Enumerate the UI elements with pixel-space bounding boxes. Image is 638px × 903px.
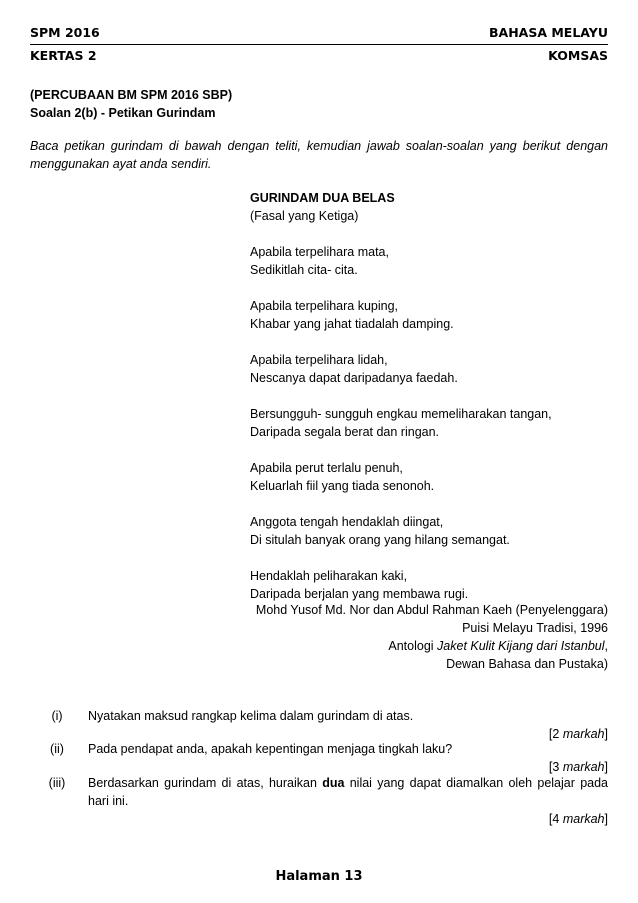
question-item (30, 707, 608, 743)
marks-word: markah (562, 727, 605, 741)
credit-editors: Mohd Yusof Md. Nor dan Abdul Rahman Kaeh (Penyelenggara) (255, 603, 608, 617)
poem-line: Apabila terpelihara mata, (250, 245, 389, 259)
question-text-emphasis: dua (322, 776, 345, 790)
exam-year: SPM 2016 (30, 25, 100, 40)
poem-line: Apabila terpelihara lidah, (250, 353, 388, 367)
poem-title: GURINDAM DUA BELAS (250, 191, 395, 205)
poem-stanza (250, 405, 608, 441)
credit-book: Puisi Melayu Tradisi, 1996 (462, 621, 608, 635)
poem-line: Apabila terpelihara kuping, (250, 299, 399, 313)
poem-subtitle: (Fasal yang Ketiga) (250, 209, 359, 223)
question-marks: [3 markah] (548, 760, 608, 774)
credit-publisher: Dewan Bahasa dan Pustaka) (446, 657, 608, 671)
document-page (30, 0, 608, 903)
page-number: Halaman 13 (275, 869, 363, 884)
marks-number: 3 (552, 760, 560, 774)
question-text-part: nilai yang dapat diamalkan oleh pelajar pada hari ini. (88, 776, 608, 808)
poem-line: Bersungguh- sungguh engkau memeliharakan tangan, (250, 407, 552, 421)
poem-stanza (250, 459, 608, 495)
credit-anthology (256, 637, 608, 655)
question-number: (ii) (50, 742, 64, 756)
header-bottom-row (30, 48, 608, 63)
poem-line: Khabar yang jahat tiadalah damping. (250, 317, 454, 331)
question-number: (iii) (48, 776, 66, 790)
credit-anthology-prefix: Antologi (388, 639, 438, 653)
header-divider (30, 44, 608, 45)
section-name: KOMSAS (548, 48, 608, 63)
intro-heading (30, 86, 232, 122)
poem-line: Anggota tengah hendaklah diingat, (250, 515, 444, 529)
poem-line: Daripada berjalan yang membawa rugi. (250, 587, 469, 601)
source-label: (PERCUBAAN BM SPM 2016 SBP) (30, 88, 233, 102)
question-text-part: Berdasarkan gurindam di atas, huraikan (88, 776, 323, 790)
instruction-text: Baca petikan gurindam di bawah dengan teliti, kemudian jawab soalan-soalan yang berikut dengan menggunakan ayat anda sendiri. (30, 139, 608, 171)
poem-line: Apabila perut terlalu penuh, (250, 461, 403, 475)
poem-line: Nescanya dapat daripadanya faedah. (250, 371, 458, 385)
poem-line: Keluarlah fiil yang tiada senonoh. (250, 479, 435, 493)
marks-number: 2 (552, 727, 560, 741)
question-item (30, 740, 608, 776)
question-marks: [4 markah] (548, 812, 608, 826)
question-text: Nyatakan maksud rangkap kelima dalam gurindam di atas. (88, 709, 414, 723)
paper-number: KERTAS 2 (30, 48, 97, 63)
poem-stanza (250, 297, 608, 333)
credit-anthology-suffix: , (604, 639, 608, 653)
poem-line: Di situlah banyak orang yang hilang semangat. (250, 533, 510, 547)
poem-stanza (250, 243, 608, 279)
question-item (30, 774, 608, 828)
credit-anthology-title: Jaket Kulit Kijang dari Istanbul (437, 639, 605, 653)
poem-stanza (250, 567, 608, 603)
poem-block (250, 189, 608, 603)
subject-name: BAHASA MELAYU (489, 25, 608, 40)
poem-line: Sedikitlah cita- cita. (250, 263, 358, 277)
poem-line: Hendaklah peliharakan kaki, (250, 569, 408, 583)
marks-word: markah (562, 812, 605, 826)
poem-stanza (250, 513, 608, 549)
header-top-row (30, 25, 608, 40)
poem-credits (256, 601, 608, 673)
question-text (88, 774, 608, 810)
question-label: Soalan 2(b) - Petikan Gurindam (30, 106, 216, 120)
marks-word: markah (562, 760, 605, 774)
question-text: Pada pendapat anda, apakah kepentingan menjaga tingkah laku? (88, 742, 453, 756)
question-number: (i) (51, 709, 63, 723)
question-marks: [2 markah] (548, 727, 608, 741)
marks-number: 4 (552, 812, 560, 826)
poem-stanza (250, 351, 608, 387)
poem-line: Daripada segala berat dan ringan. (250, 425, 440, 439)
